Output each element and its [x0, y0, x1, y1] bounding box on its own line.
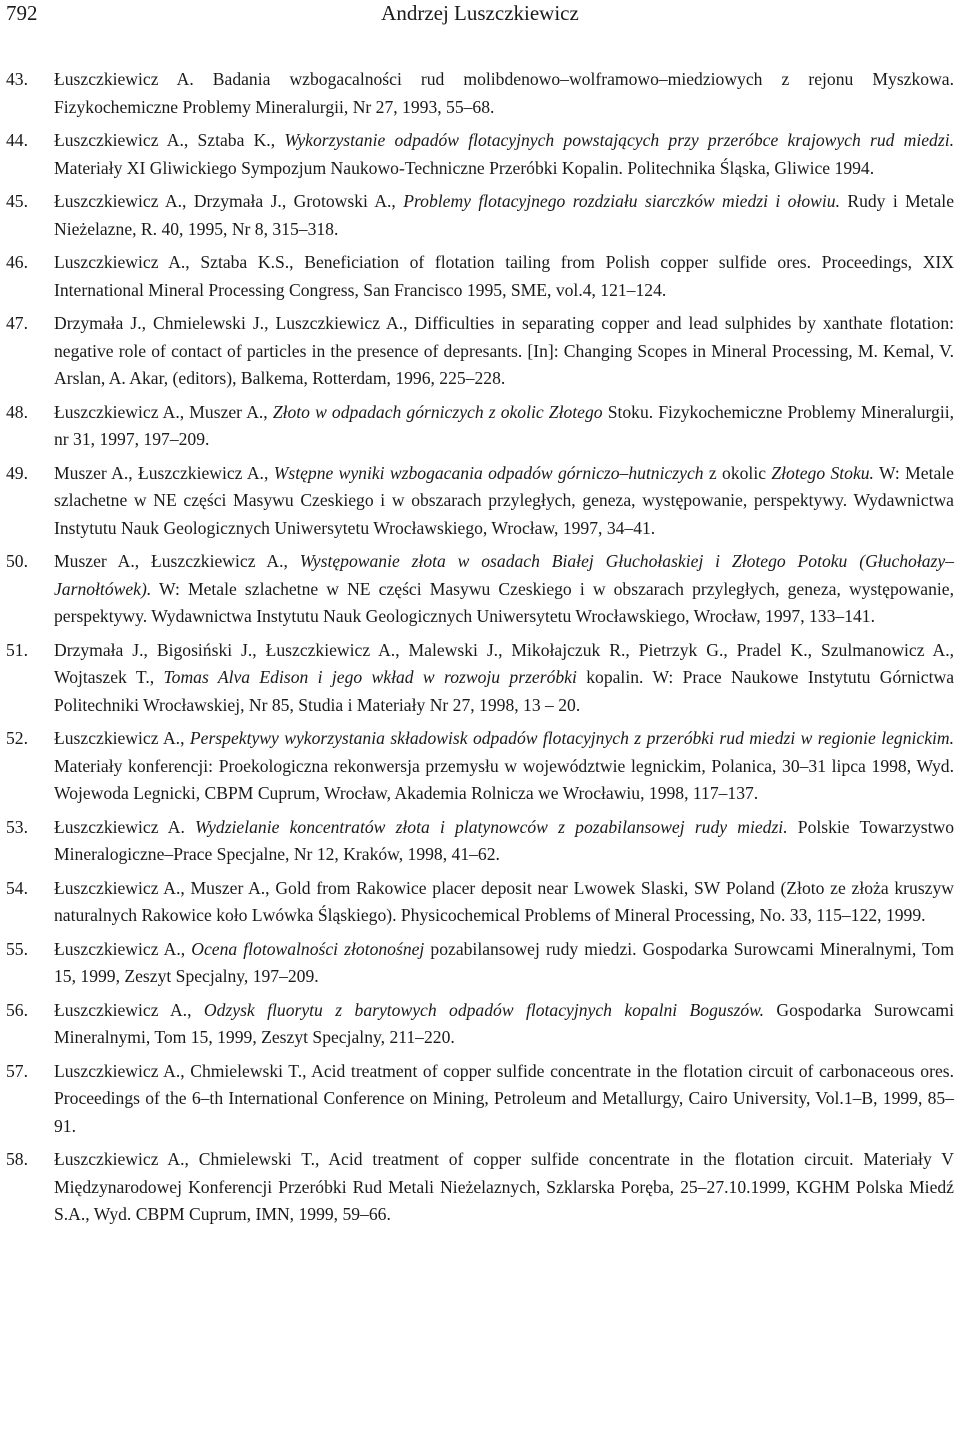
reference-number: 50.	[6, 551, 28, 571]
reference-item	[6, 188, 954, 243]
reference-segment: Łuszczkiewicz A., Chmielewski T., Acid treatment of copper sulfide concentrate in the flotation circuit. Materiały V Międzynarodowej Konferencji Przeróbki Rud Metali Nieżelaznych, Szklarska Poręba, 25–27.10.1999, KGHM Polska Miedź S.A., Wyd. CBPM Cuprum, IMN, 1999, 59–66.	[54, 1149, 954, 1224]
reference-segment: Muszer A., Łuszczkiewicz A.,	[54, 551, 300, 571]
reference-item	[6, 460, 954, 543]
reference-segment: Łuszczkiewicz A.,	[54, 999, 204, 1020]
reference-list	[6, 66, 954, 1235]
reference-number: 48.	[6, 401, 28, 422]
reference-number: 55.	[6, 938, 28, 959]
reference-number: 45.	[6, 191, 28, 211]
page-header	[0, 0, 960, 30]
reference-segment: W: Metale szlachetne w NE części Masywu Czeskiego i w obszarach przyległych, geneza, występowanie, perspektywy. Wydawnictwa Instytutu Nauk Geologicznych Uniwersytetu Wrocławskiego, Wrocław, 1997, 34–41.	[54, 462, 954, 538]
reference-segment: Drzymała J., Bigosiński J., Łuszczkiewicz A., Malewski J., Mikołajczuk R., Pietrzyk G., Pradel K., Szulmanowicz A., Wojtaszek T.,	[54, 639, 954, 687]
reference-text	[54, 463, 954, 538]
reference-segment: Stoku. Fizykochemiczne Problemy Mineralurgii, nr 31, 1997, 197–209.	[54, 401, 954, 449]
reference-item	[6, 1058, 954, 1141]
reference-number: 51.	[6, 639, 28, 660]
reference-number: 57.	[6, 1060, 28, 1081]
reference-item	[6, 1146, 954, 1229]
reference-item	[6, 399, 954, 454]
reference-text	[54, 728, 954, 803]
reference-title-italic: Wstępne wyniki wzbogacania odpadów górniczo–hutniczych	[273, 462, 704, 483]
reference-number: 52.	[6, 728, 28, 748]
reference-number: 56.	[6, 999, 28, 1020]
reference-segment: Materiały konferencji: Proekologiczna rekonwersja przemysłu w województwie legnickim, Polanica, 30–31 lipca 1998, Wyd. Wojewoda Legnicki, CBPM Cuprum, Wrocław, Akademia Rolnicza we Wrocławiu, 1998, 117–137.	[54, 755, 954, 803]
reference-text	[54, 551, 954, 626]
reference-item	[6, 875, 954, 930]
reference-segment: Polskie Towarzystwo Mineralogiczne–Prace Specjalne, Nr 12, Kraków, 1998, 41–62.	[54, 816, 955, 864]
reference-segment: Gospodarka Surowcami Mineralnymi, Tom 15, 1999, Zeszyt Specjalny, 211–220.	[54, 999, 954, 1047]
reference-text	[54, 252, 954, 300]
reference-title-italic: Występowanie złota w osadach Białej Głuchołaskiej i Złotego Potoku (Głuchołazy–Jarnołtówek).	[54, 551, 954, 599]
reference-title-italic: Wydzielanie koncentratów złota i platynowców z pozabilansowej rudy miedzi.	[195, 816, 788, 837]
reference-segment: Luszczkiewicz A., Chmielewski T., Acid treatment of copper sulfide concentrate in the flotation circuit of carbonaceous ores. Proceedings of the 6–th International Conference on Mining, Petroleum and Metallurgy, Cairo University, Vol.1–B, 1999, 85–91.	[54, 1060, 954, 1136]
reference-number: 53.	[6, 816, 28, 837]
reference-segment: W: Metale szlachetne w NE części Masywu Czeskiego i w obszarach przyległych, geneza, występowanie, perspektywy. Wydawnictwa Instytutu Nauk Geologicznych Uniwersytetu Wrocławskiego, Wrocław, 1997, 133–141.	[54, 578, 954, 626]
reference-number: 54.	[6, 877, 28, 898]
reference-text	[54, 1149, 954, 1224]
reference-text	[54, 191, 954, 239]
reference-number: 44.	[6, 130, 28, 150]
reference-segment: Materiały XI Gliwickiego Sympozjum Naukowo-Techniczne Przeróbki Kopalin. Politechnika Śląska, Gliwice 1994.	[54, 157, 875, 178]
reference-text	[54, 69, 954, 117]
reference-title-italic: Tomas Alva Edison i jego wkład w rozwoju przeróbki	[163, 667, 577, 687]
reference-title-italic: Ocena flotowalności złotonośnej	[191, 938, 425, 959]
reference-title-italic: Złotego Stoku.	[771, 462, 874, 483]
running-header-author: Andrzej Luszczkiewicz	[381, 1, 579, 25]
reference-number: 43.	[6, 69, 28, 89]
reference-item	[6, 127, 954, 182]
reference-text	[54, 402, 954, 450]
reference-segment: Łuszczkiewicz A. Badania wzbogacalności rud molibdenowo–wolframowo–miedziowych z rejonu Myszkowa. Fizykochemiczne Problemy Mineralurgii, Nr 27, 1993, 55–68.	[54, 69, 954, 117]
reference-item	[6, 548, 954, 631]
reference-segment: Łuszczkiewicz A., Drzymała J., Grotowski A.,	[54, 191, 404, 211]
page-number: 792	[6, 1, 38, 25]
reference-segment: Muszer A., Łuszczkiewicz A.,	[54, 462, 274, 483]
reference-item	[6, 997, 954, 1052]
reference-number: 49.	[6, 462, 28, 483]
reference-text	[54, 130, 954, 178]
reference-number: 46.	[6, 252, 28, 272]
reference-segment: Łuszczkiewicz A., Muszer A.,	[54, 401, 273, 422]
reference-item	[6, 310, 954, 393]
reference-segment: z okolic	[703, 462, 772, 483]
reference-segment: Drzymała J., Chmielewski J., Luszczkiewicz A., Difficulties in separating copper and lead sulphides by xanthate flotation: negative role of contact of particles in the presence of depresants. [In]: Changing Scopes in Mineral Processing, M. Kemal, V. Arslan, A. Akar, (editors), Balkema, Rotterdam, 1996, 225–228.	[54, 313, 954, 388]
reference-text	[54, 640, 954, 715]
reference-text	[54, 939, 954, 987]
reference-title-italic: Wykorzystanie odpadów flotacyjnych powstających przy przeróbce krajowych rud miedzi.	[284, 130, 954, 150]
reference-text	[54, 878, 954, 926]
reference-title-italic: Odzysk fluorytu z barytowych odpadów flotacyjnych kopalni Boguszów.	[203, 999, 765, 1020]
reference-text	[54, 817, 954, 865]
reference-segment: pozabilansowej rudy miedzi. Gospodarka Surowcami Mineralnymi, Tom 15, 1999, Zeszyt Specjalny, 197–209.	[54, 938, 955, 986]
reference-item	[6, 637, 954, 720]
reference-segment: Łuszczkiewicz A.,	[54, 728, 190, 748]
reference-text	[54, 1061, 954, 1136]
reference-segment: Luszczkiewicz A., Sztaba K.S., Beneficiation of flotation tailing from Polish copper sulfide ores. Proceedings, XIX International Mineral Processing Congress, San Francisco 1995, SME, vol.4, 121–124.	[54, 252, 954, 300]
reference-item	[6, 936, 954, 991]
reference-title-italic: Perspektywy wykorzystania składowisk odpadów flotacyjnych z przeróbki rud miedzi w regionie legnickim.	[189, 728, 954, 748]
reference-segment: Rudy i Metale Nieżelazne, R. 40, 1995, Nr 8, 315–318.	[54, 191, 954, 239]
reference-segment: Łuszczkiewicz A., Sztaba K.,	[54, 130, 285, 150]
reference-segment: Łuszczkiewicz A., Muszer A., Gold from Rakowice placer deposit near Lwowek Slaski, SW Poland (Złoto ze złoża kruszyw naturalnych Rakowice koło Lwówka Śląskiego). Physicochemical Problems of Mineral Processing, No. 33, 115–122, 1999.	[54, 877, 954, 925]
reference-item	[6, 66, 954, 121]
reference-item	[6, 249, 954, 304]
reference-item	[6, 814, 954, 869]
reference-text	[54, 1000, 954, 1048]
reference-title-italic: Złoto w odpadach górniczych z okolic Złotego	[272, 401, 603, 422]
reference-segment: Łuszczkiewicz A.,	[54, 938, 192, 959]
reference-number: 58.	[6, 1149, 28, 1169]
reference-number: 47.	[6, 313, 28, 333]
reference-item	[6, 725, 954, 808]
reference-segment: kopalin. W: Prace Naukowe Instytutu Górnictwa Politechniki Wrocławskiej, Nr 85, Studia i Materiały Nr 27, 1998, 13 – 20.	[54, 667, 955, 715]
reference-title-italic: Problemy flotacyjnego rozdziału siarczków miedzi i ołowiu.	[403, 191, 840, 211]
reference-text	[54, 313, 954, 388]
reference-segment: Łuszczkiewicz A.	[54, 816, 196, 837]
